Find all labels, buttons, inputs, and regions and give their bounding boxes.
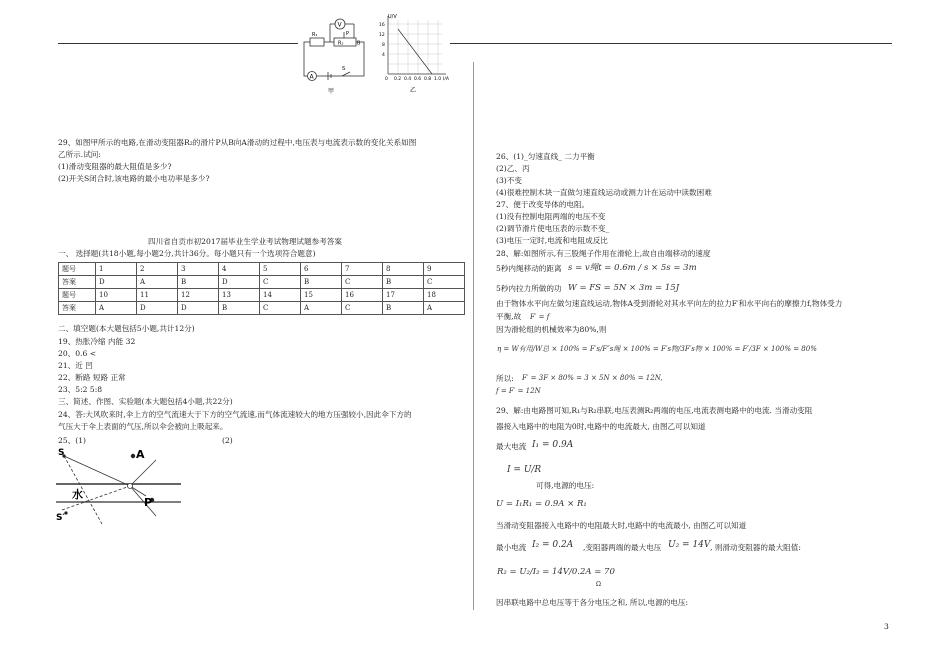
table-cell: A	[137, 276, 178, 289]
table-cell: B	[178, 276, 219, 289]
section3-heading: 三、简述、作图、实验题(本大题包括4小题,共22分)	[58, 397, 233, 406]
table-cell: C	[260, 302, 301, 315]
table-cell: 17	[383, 289, 424, 302]
y-tick-16: 16	[379, 23, 385, 28]
table-cell: D	[96, 276, 137, 289]
answer-29-voltage-eq: U = I₁R₁ = 0.9A × R₁	[496, 499, 587, 509]
table-row	[59, 302, 465, 315]
table-cell: D	[178, 302, 219, 315]
answer-29-max-voltage-text: ,变阻器两端的最大电压	[583, 543, 662, 552]
answer-27-line4: (3)电压一定时,电流和电阻成反比	[496, 236, 608, 245]
y-tick-12: 12	[379, 33, 385, 38]
answer-28-so-text: 所以:	[496, 374, 514, 383]
table-cell: 13	[219, 289, 260, 302]
point-a-label: A	[136, 448, 145, 461]
x-tick-0.4: 0.4	[404, 77, 412, 82]
x-tick-0.6: 0.6	[414, 77, 422, 82]
table-cell: C	[342, 302, 383, 315]
answer-table	[58, 262, 465, 315]
answer-28-f-eq: f = F′ = 12N	[496, 387, 541, 395]
slider-p-label: P	[346, 31, 350, 37]
answer-27-line1: 27、便于改变导体的电阻。	[496, 200, 590, 209]
table-cell: A	[424, 302, 465, 315]
table-row	[59, 276, 465, 289]
table-cell: D	[137, 302, 178, 315]
point-p-label: P	[144, 496, 153, 509]
answer-25-label: 25、(1)	[58, 436, 87, 445]
image-s-label: S′	[56, 513, 65, 523]
answer-title: 四川省自贡市初2017届毕业生学业考试物理试题参考答案	[148, 237, 342, 246]
x-tick-0: 0	[385, 77, 388, 82]
table-cell: 18	[424, 289, 465, 302]
table-cell: 答案	[59, 276, 96, 289]
table-cell: C	[342, 276, 383, 289]
section1-heading: 一、 选择题(共18小题,每小题2分,共计36分。每小题只有一个选项符合题意)	[58, 249, 316, 258]
table-cell: 5	[260, 263, 301, 276]
answer-28-balance-text: 平衡,故	[496, 312, 522, 321]
answer-29-ohm-unit: Ω	[596, 581, 601, 588]
table-cell: 10	[96, 289, 137, 302]
table-cell: 1	[96, 263, 137, 276]
y-tick-8: 8	[382, 43, 385, 48]
table-cell: B	[383, 302, 424, 315]
switch-s-label: S	[342, 66, 346, 72]
answer-26-line4: (4)很难控制木块一直做匀速直线运动或测力计在运动中读数困难	[496, 188, 712, 197]
header-rule-right	[450, 43, 892, 44]
table-cell: 题号	[59, 289, 96, 302]
answer-29-max-current-text: 最大电流	[496, 442, 527, 451]
answer-29-max-resistance-text: , 则滑动变阻器的最大阻值:	[710, 543, 801, 552]
answer-29-min-current-text: 最小电流	[496, 543, 527, 552]
q29-line3: (1)滑动变阻器的最大阻值是多少?	[58, 162, 172, 171]
ammeter-label: A	[309, 73, 314, 81]
answer-29-line5: 当滑动变阻器接入电路中的电阻最大时,电路中的电流最小, 由图乙可以知道	[496, 521, 747, 530]
answer-28-efficiency-text: 因为滑轮组的机械效率为80%,则	[496, 325, 607, 334]
x-tick-1.0: 1.0	[434, 77, 442, 82]
table-cell: 9	[424, 263, 465, 276]
x-axis-label: I/A	[443, 77, 449, 82]
answer-28-force: 由于物体水平向左做匀速直线运动,物体A受到滑轮对其水平向左的拉力F′和水平向右的摩擦力f,物体受力	[496, 299, 843, 308]
answer-24-line1: 24、答:大风吹来时,伞上方的空气流速大于下方的空气流速,而气体流速较大的地方压强较小,因此伞下方的	[58, 410, 412, 419]
table-cell: C	[260, 276, 301, 289]
answer-26-line1: 26、(1)_匀速直线_ 二力平衡	[496, 152, 595, 161]
answer-22: 22、断路 短路 正常	[58, 373, 126, 382]
answer-28-so-eq: F′ = 3F × 80% = 3 × 5N × 80% = 12N,	[522, 374, 663, 382]
q29-line2: 乙所示.试问:	[58, 150, 101, 159]
answer-24-line2: 气压大于伞上表面的气压,所以伞会被向上吸起来。	[58, 422, 228, 431]
q29-line1: 29、如图甲所示的电路,在滑动变阻器R₂的滑片P从B向A滑动的过程中,电压表与电流表示数的变化关系如图	[58, 138, 417, 147]
table-cell: B	[383, 276, 424, 289]
table-row	[59, 263, 465, 276]
answer-29-last-line: 因串联电路中总电压等于各分电压之和, 所以,电源的电压:	[496, 598, 689, 607]
table-cell: 题号	[59, 263, 96, 276]
answer-29-line1: 29、解:由电路图可知,R₁与R₂串联,电压表测R₂两端的电压,电流表测电路中的电流. 当滑动变阻	[496, 406, 813, 415]
table-cell: 6	[301, 263, 342, 276]
table-cell: B	[301, 276, 342, 289]
figure-jia-label: 甲	[328, 88, 335, 95]
answer-21: 21、近 凹	[58, 361, 93, 370]
table-cell: 11	[137, 289, 178, 302]
table-cell: A	[301, 302, 342, 315]
table-cell: 3	[178, 263, 219, 276]
r1-label: R₁	[312, 32, 318, 38]
table-cell: 答案	[59, 302, 96, 315]
answer-23: 23、5:2 5:8	[58, 385, 103, 394]
r2-label: R₂	[338, 40, 344, 47]
x-tick-0.2: 0.2	[394, 77, 402, 82]
ui-line	[398, 29, 432, 74]
answer-29-ohm-text: 可得,电源的电压:	[536, 481, 595, 490]
answer-29-r2-eq: R₂ = U₂/I₂ = 14V/0.2A = 70	[497, 567, 615, 577]
answer-26-line3: (3)不变	[496, 176, 522, 185]
voltmeter-label: V	[337, 21, 342, 29]
answer-29-ohm-eq: I = U/R	[507, 465, 542, 475]
y-tick-4: 4	[382, 53, 385, 58]
answer-28-intro: 28、解:如图所示,有三股绳子作用在滑轮上,故自由端移动的速度	[496, 249, 711, 258]
answer-29-min-current-eq: I₂ = 0.2A	[532, 540, 574, 550]
answer-28-distance-eq: s = v绳t = 0.6m / s × 5s = 3m	[568, 263, 697, 273]
slider-b-label: B	[357, 40, 361, 47]
table-cell: 4	[219, 263, 260, 276]
table-cell: 14	[260, 289, 301, 302]
answer-27-line3: (2)调节滑片使电压表的示数不变_	[496, 224, 610, 233]
answer-26-line2: (2)乙、丙	[496, 164, 530, 173]
q29-line4: (2)开关S闭合时,该电路的最小电功率是多少?	[58, 174, 210, 183]
answer-19: 19、热胀冷缩 内能 32	[58, 337, 136, 346]
table-cell: B	[219, 302, 260, 315]
table-cell: 2	[137, 263, 178, 276]
answer-28-work-eq: W = FS = 5N × 3m = 15J	[568, 283, 680, 293]
table-cell: A	[96, 302, 137, 315]
optics-diagram	[56, 446, 181, 524]
answer-28-balance-eq: F′ = f	[530, 313, 550, 321]
x-tick-0.8: 0.8	[424, 77, 432, 82]
table-cell: 16	[342, 289, 383, 302]
answer-28-distance-text: 5秒内绳移动的距离	[496, 264, 562, 273]
answer-28-eta-eq: η = W有用/W总 × 100% = F′s/F″s绳 × 100% = F′s物/3F′s物 × 100% = F′/3F × 100% = 80%	[497, 345, 817, 353]
page-number: 3	[884, 622, 889, 631]
answer-27-line2: (1)没有控制电阻两端的电压不变	[496, 212, 606, 221]
y-axis-label: U/V	[388, 14, 397, 20]
answer-20: 20、0.6 <	[58, 349, 97, 358]
circuit-diagram	[298, 14, 378, 96]
table-cell: 12	[178, 289, 219, 302]
answer-28-work-text: 5秒内拉力所做的功	[496, 284, 562, 293]
column-divider	[473, 62, 474, 610]
point-s-label: S	[58, 448, 65, 458]
table-cell: C	[424, 276, 465, 289]
answer-29-max-current-eq: I₁ = 0.9A	[532, 440, 574, 450]
table-cell: 8	[383, 263, 424, 276]
header-rule-left	[58, 43, 298, 44]
water-label: 水	[72, 488, 83, 501]
table-cell: 7	[342, 263, 383, 276]
table-cell: D	[219, 276, 260, 289]
table-row	[59, 289, 465, 302]
answer-25-part2-label: (2)	[222, 436, 233, 445]
ui-graph	[374, 12, 456, 96]
section2-heading: 二、填空题(本大题包括5小题,共计12分)	[58, 324, 195, 333]
answer-29-max-voltage-eq: U₂ = 14V	[668, 540, 711, 550]
figure-yi-label: 乙	[410, 87, 417, 94]
table-cell: 15	[301, 289, 342, 302]
answer-29-line2: 器接入电路中的电阻为0时,电路中的电流最大, 由图乙可以知道	[496, 422, 706, 431]
